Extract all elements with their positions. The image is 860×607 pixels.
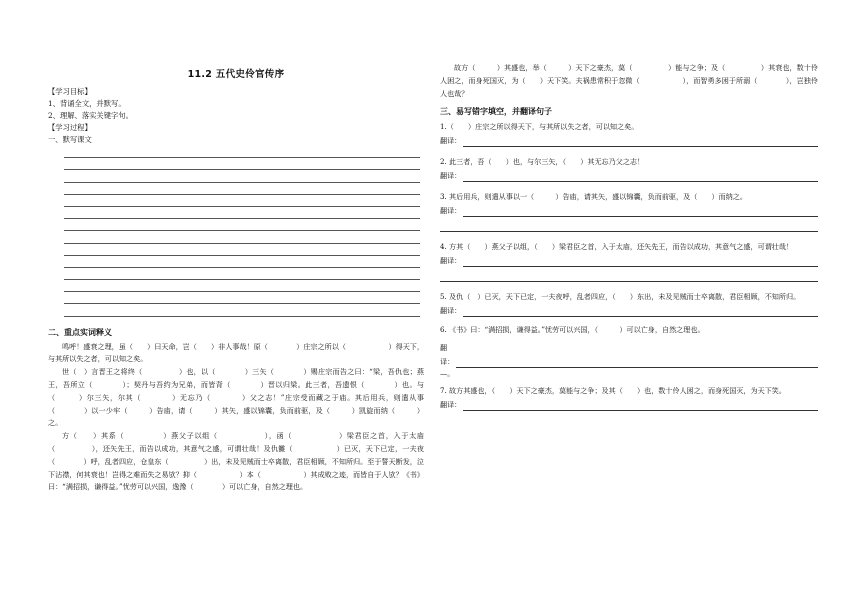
translation-row (440, 305, 818, 317)
writing-line[interactable] (64, 195, 420, 207)
translation-label: 翻译： (440, 400, 462, 410)
translation-row (440, 399, 818, 411)
section-2-paragraph-3: 方（ ）其系（ ）燕父子以组（ ），函（ ）梁君臣之首，入于太庙（ ），还矢先王，而告以成功，其意气之盛，可谓壮哉！及仇雠（ ）已灭，天下已定，一夫夜（ ）呼，乱者四应，仓皇东（ ）出，未及见贼而士卒离散，君臣相顾，不知所归。至于誓天断发，泣下沾襟，何其衰也！岂得之难而失之易欤？抑（ ）本（ ）其成败之迹，而皆自于人欤？《书》曰：“满招损，谦得益。”忧劳可以兴国，逸豫（ ）可以亡身，自然之理也。 (48, 431, 424, 492)
writing-line[interactable] (64, 219, 420, 231)
translation-label: 翻译： (440, 206, 462, 216)
section-2-paragraph-4: 故方（ ）其盛也，举（ ）天下之豪杰，莫（ ）能与之争；及（ ）其衰也，数十伶人困之，而身死国灭，为（ ）天下笑。夫祸患常积于忽微（ ），而智勇多困于所溺（ ），岂独伶人也哉？ (440, 63, 818, 98)
translation-row (440, 135, 818, 147)
writing-line[interactable] (64, 280, 420, 292)
writing-line[interactable] (64, 158, 420, 170)
translation-line[interactable] (463, 306, 818, 317)
process-heading: 【学习过程】 (48, 123, 92, 132)
dictation-lines (48, 146, 424, 317)
page-title: 11.2 五代史伶官传序 (187, 69, 285, 80)
question-7: 7. 故方其盛也，（ ）天下之豪杰，莫能与之争；及其（ ）也，数十伶人困之，而身死国灭，为天下笑。 (440, 386, 786, 396)
translation-line[interactable] (456, 357, 818, 368)
writing-line[interactable] (64, 268, 420, 280)
question-2: 2. 此三者，吾（ ）也，与尔三矢，（ ）其无忘乃父之志！ (440, 157, 645, 167)
writing-line[interactable] (64, 231, 420, 243)
translation-row (440, 170, 818, 182)
translation-label-part: 翻 (440, 343, 448, 353)
translation-label: 翻译： (440, 171, 462, 181)
writing-line[interactable] (64, 146, 420, 158)
translation-row (440, 205, 818, 217)
translation-line[interactable] (440, 269, 818, 282)
translation-label: 翻译： (440, 136, 462, 146)
writing-line[interactable] (64, 183, 420, 195)
right-column (440, 62, 818, 411)
writing-line[interactable] (64, 304, 420, 316)
translation-label-part: 译： (440, 357, 455, 367)
goals-heading: 【学习目标】 (48, 87, 92, 96)
question-1: 1.（ ）庄宗之所以得天下，与其所以失之者，可以知之矣。 (440, 122, 639, 132)
section-2-paragraph-1: 鸣呼！盛衰之理，虽（ ）曰天命，岂（ ）非人事哉！原（ ）庄宗之所以（ ）得天下，与其所以失之者，可以知之矣。 (48, 341, 424, 364)
section-2-heading: 二、重点实词释义 (48, 327, 112, 337)
translation-label: 翻译： (440, 256, 462, 266)
period-tail: —。 (440, 369, 455, 379)
goal-item-2: 2、理解、落实关键字句。 (48, 111, 133, 120)
translation-label: 翻译： (440, 306, 462, 316)
writing-line[interactable] (64, 292, 420, 304)
writing-line[interactable] (64, 244, 420, 256)
translation-line[interactable] (463, 256, 818, 267)
translation-line[interactable] (463, 171, 818, 182)
section-2-paragraph-2: 世（ ）言晋王之将终（ ）也，以（ ）三矢（ ）赐庄宗而告之曰：“梁，吾仇也；燕王，吾所立（ ）；契丹与吾约为兄弟，而皆背（ ）晋以归梁。此三者，吾遗恨（ ）也。与（ ）尔三矢，尔其（ ）无忘乃（ ）父之志！”庄宗受而藏之于庙。其后用兵，则遣从事（ ）以一少牢（ ）告庙，请（ ）其矢，盛以锦囊，负而前驱，及（ ）凯旋而纳（ ）之。 (48, 367, 424, 428)
goal-item-1: 1、背诵全文，并默写。 (48, 99, 126, 108)
question-5: 5. 及仇（ ）已灭，天下已定，一夫夜呼，乱者四应，（ ）东出，未及见贼而士卒离散，君臣相顾，不知所归。 (440, 292, 801, 302)
translation-line[interactable] (463, 136, 818, 147)
translation-row (440, 342, 818, 354)
writing-line[interactable] (64, 170, 420, 182)
translation-line[interactable] (463, 400, 818, 411)
writing-line[interactable] (64, 256, 420, 268)
question-6: 6. 《书》曰：“满招损，谦得益。”忧劳可以兴国，（ ）可以亡身，自然之理也。 (440, 325, 705, 335)
step-dictation: 一、默写课文 (48, 135, 92, 144)
question-3: 3. 其后用兵，则遣从事以一（ ）告庙，请其矢，盛以锦囊，负而前驱，及（ ）而纳之。 (440, 192, 747, 202)
left-column (48, 62, 424, 494)
translation-row (440, 356, 818, 368)
section-3-heading: 三、易写错字填空，并翻译句子 (440, 107, 552, 117)
question-4: 4. 方其（ ）燕父子以组，（ ）梁君臣之首，入于太庙，还矢先王，而告以成功，其意气之盛，可谓壮哉！ (440, 242, 794, 252)
writing-line[interactable] (64, 207, 420, 219)
translation-line[interactable] (440, 219, 818, 232)
translation-row (440, 255, 818, 267)
translation-line[interactable] (463, 206, 818, 217)
